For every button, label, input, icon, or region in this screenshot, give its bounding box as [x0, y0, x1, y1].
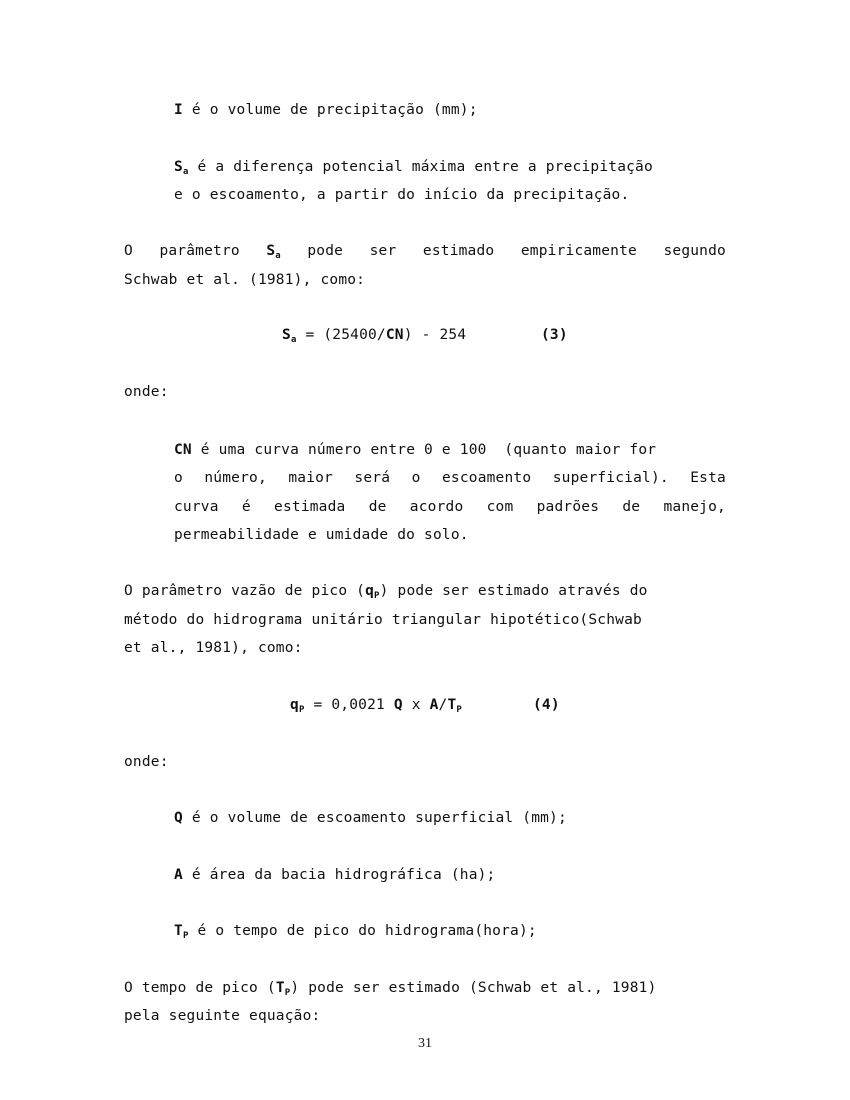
paragraph-tp-line1: O tempo de pico $(T_P)$ pode ser estimado (Schwab et al., 1981): [124, 980, 657, 998]
definition-A: A é área da bacia hidrográfica (ha);: [174, 867, 496, 883]
paragraph-qp-line1: O parâmetro vazão de pico $(q_P)$ pode ser estimado através do: [124, 583, 648, 601]
definition-CN-line1: CN é uma curva número entre 0 e 100 (quanto maior for: [174, 442, 657, 458]
paragraph-qp-line3: et al., 1981), como:: [124, 640, 303, 656]
definition-CN-line4: permeabilidade e umidade do solo.: [174, 527, 469, 543]
definition-I: I é o volume de precipitação (mm);: [174, 102, 478, 118]
onde-label-1: onde:: [124, 384, 169, 400]
definition-Sa-line2: e o escoamento, a partir do início da precipitação.: [174, 187, 630, 203]
equation-3-number: (3): [541, 327, 568, 343]
page-number: 31: [418, 1036, 432, 1051]
equation-4: $q_P = 0,0021$ Q x $A/T_P$: [290, 697, 463, 715]
paragraph-sa-line2: Schwab et al. (1981), como:: [124, 272, 366, 288]
paragraph-tp-line2: pela seguinte equação:: [124, 1008, 321, 1024]
onde-label-2: onde:: [124, 754, 169, 770]
paragraph-sa-line1: O parâmetro $S_a$ pode ser estimado empiricamente segundo: [124, 243, 726, 261]
definition-CN-line2: o número, maior será o escoamento superficial). Esta: [174, 470, 726, 486]
symbol-Sa: $S_a$: [174, 159, 189, 177]
equation-4-number: (4): [533, 697, 560, 713]
definition-CN-line3: curva é estimada de acordo com padrões de manejo,: [174, 499, 726, 515]
definition-Q: Q é o volume de escoamento superficial (mm);: [174, 810, 567, 826]
symbol-I: I: [174, 102, 183, 118]
paragraph-qp-line2: método do hidrograma unitário triangular hipotético(Schwab: [124, 612, 642, 628]
definition-Sa-line1: $S_a$ é a diferença potencial máxima entre a precipitação: [174, 159, 653, 177]
definition-Tp: $T_P$ é o tempo de pico do hidrograma(hora);: [174, 923, 537, 941]
equation-3: $S_a = (25400/CN) - 254$: [282, 327, 467, 345]
symbol-Sa-inline: $S_a$: [266, 243, 281, 261]
